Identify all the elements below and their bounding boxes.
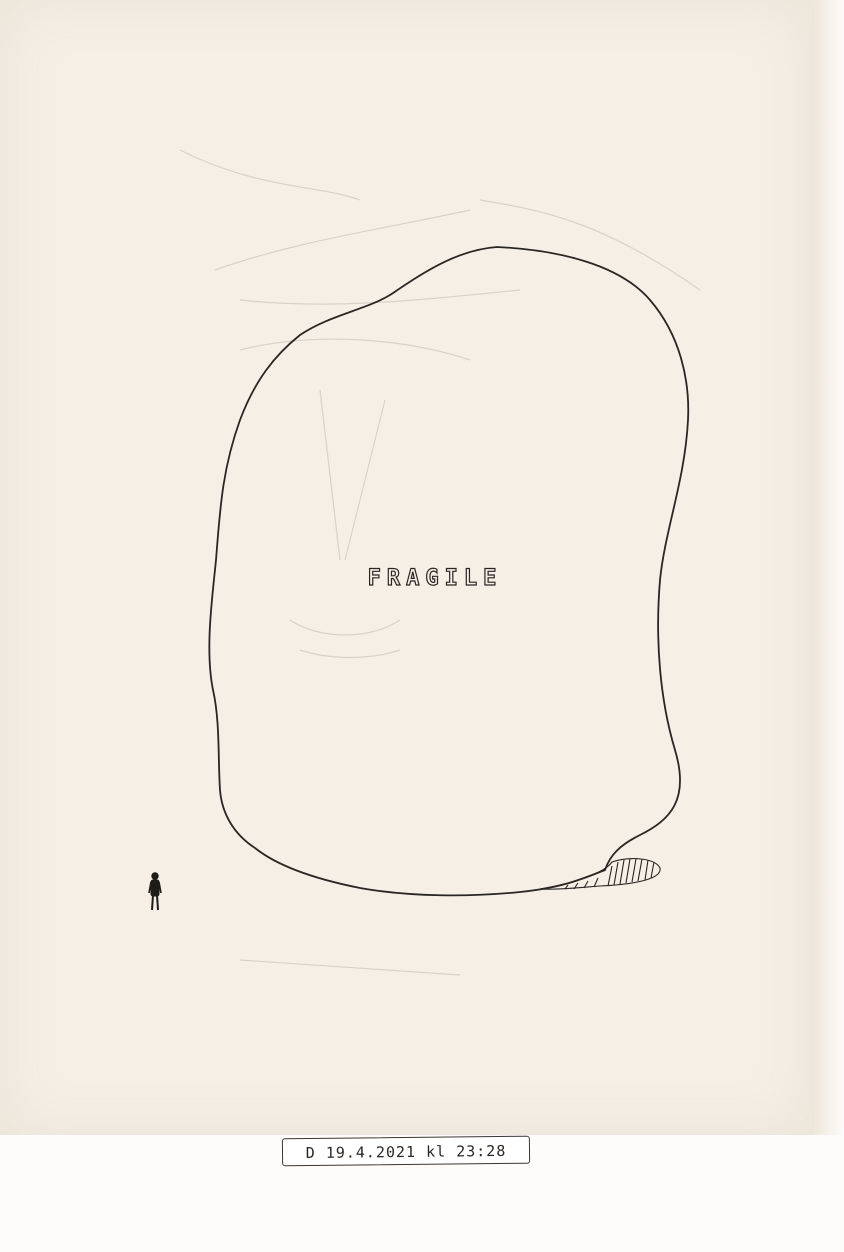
small-human-figure xyxy=(149,873,161,910)
base-shadow-hatching xyxy=(540,859,660,890)
date-stamp-label: D 19.4.2021 kl 23:28 xyxy=(282,1136,530,1167)
fragile-stencil-text: FRAGILE xyxy=(367,566,503,591)
